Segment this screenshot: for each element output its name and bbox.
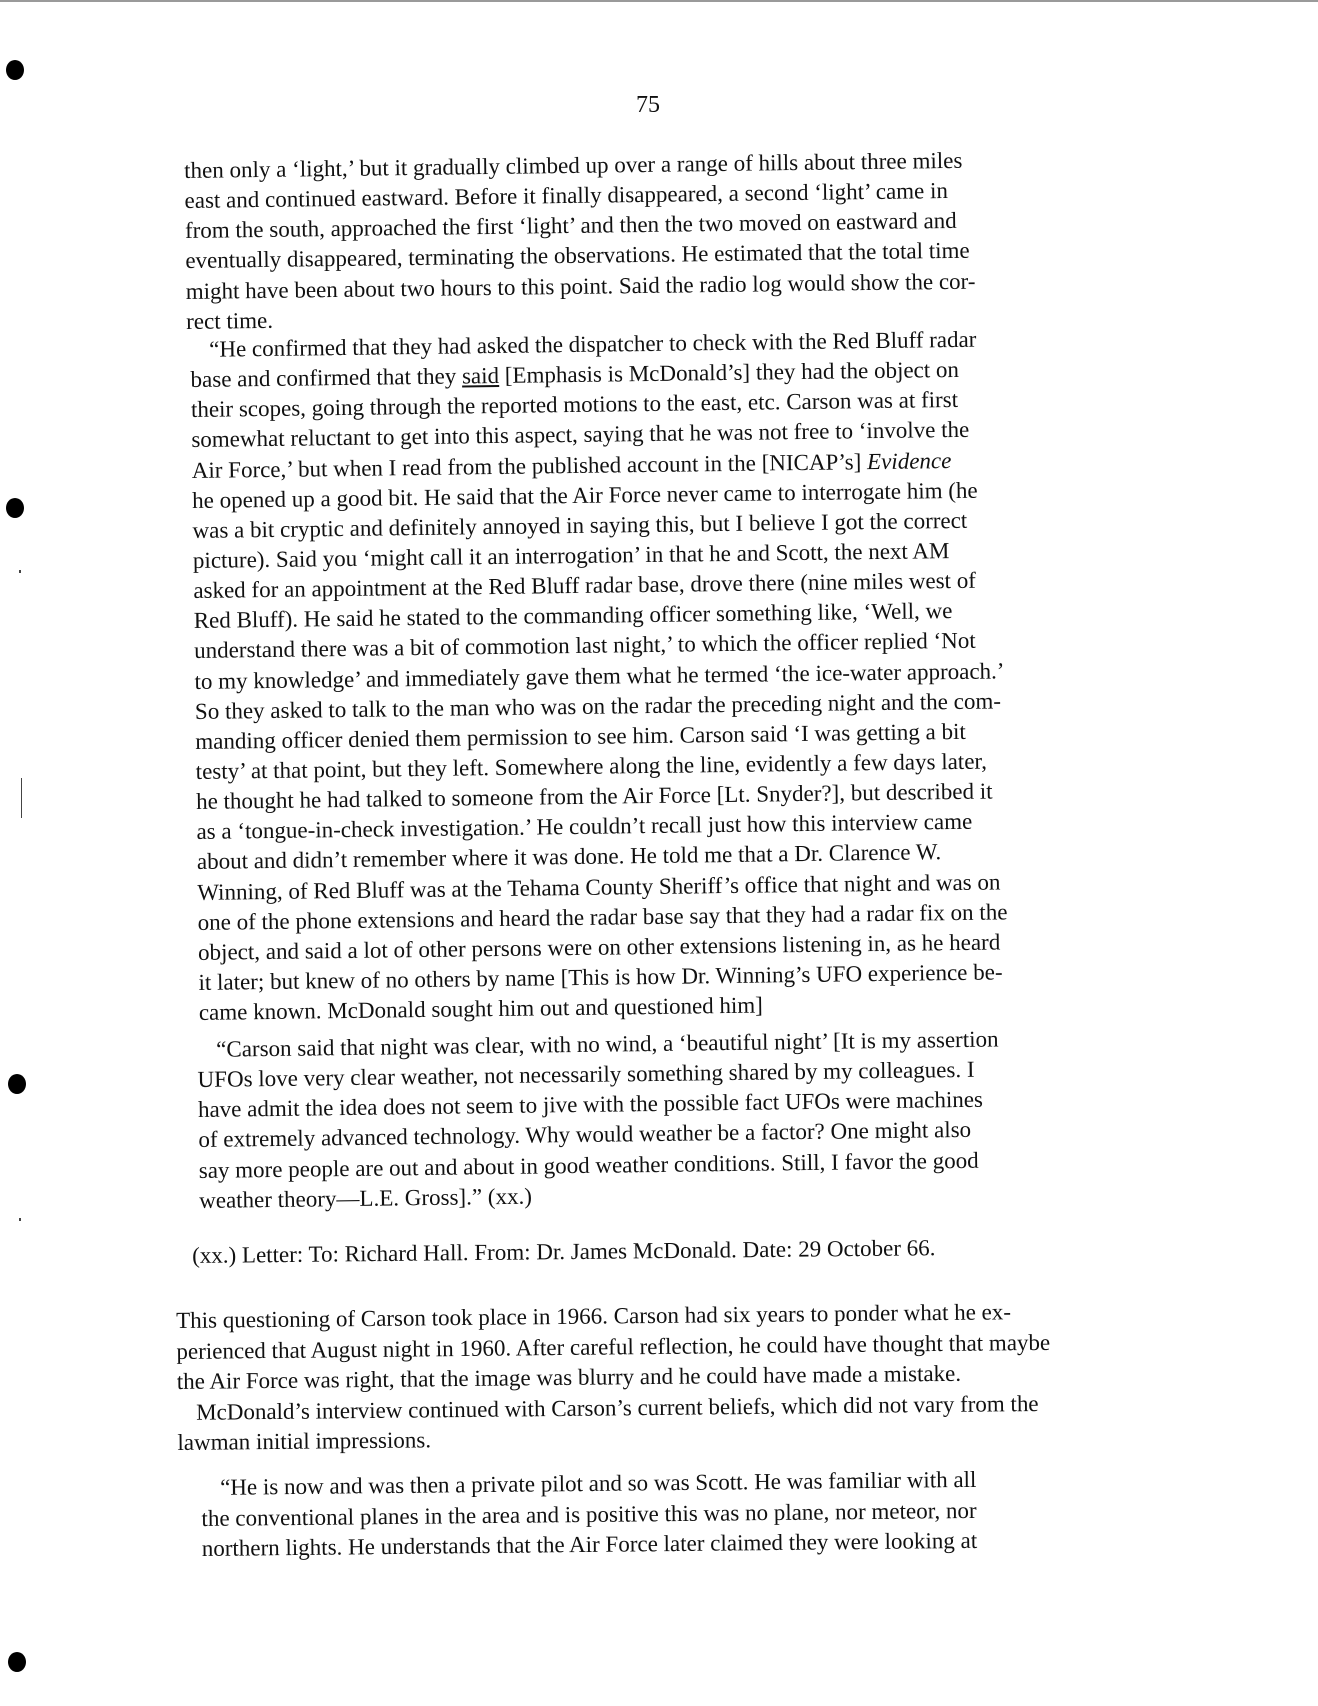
- text-line: then only a ‘light,’ but it gradually climbed up over a range of hills about three miles: [184, 147, 963, 183]
- text-line: say more people are out and about in good weather conditions. Still, I favor the good: [198, 1147, 979, 1183]
- text-run: Air Force,’ but when I read from the published account in the [NICAP’s]: [191, 448, 868, 483]
- text-line: “He confirmed that they had asked the dispatcher to check with the Red Bluff radar: [209, 326, 977, 362]
- text-line: Red Bluff). He said he stated to the commanding officer something like, ‘Well, we: [193, 598, 953, 634]
- underlined-emphasis: said: [461, 363, 500, 389]
- punch-hole-upper-middle: [6, 498, 24, 518]
- text-line: Winning, of Red Bluff was at the Tehama County Sheriff’s office that night and was on: [197, 868, 1001, 905]
- paragraph-radar-quote: [190, 324, 1009, 1028]
- text-line: northern lights. He understands that the Air Force later claimed they were looking at: [201, 1527, 978, 1561]
- text-line: of extremely advanced technology. Why would weather be a factor? One might also: [198, 1117, 972, 1153]
- margin-binding-mark: [21, 778, 22, 818]
- text-line: rect time.: [185, 307, 274, 334]
- text-line: weather theory—L.E. Gross].” (xx.): [198, 1183, 533, 1213]
- text-line: McDonald’s interview continued with Carson’s current beliefs, which did not vary from the: [195, 1390, 1039, 1425]
- text-line: asked for an appointment at the Red Bluff radar base, drove there (nine miles west of: [193, 567, 977, 604]
- text-line: he opened up a good bit. He said that the Air Force never came to interrogate him (he: [191, 477, 978, 513]
- text-line: was a bit cryptic and definitely annoyed in saying this, but I believe I got the correct: [192, 507, 968, 543]
- paragraph-questioning: [176, 1297, 1051, 1459]
- text-line: the conventional planes in the area and is positive this was no plane, nor meteor, nor: [201, 1497, 977, 1531]
- text-line: east and continued eastward. Before it finally disappeared, a second ‘light’ came in: [184, 178, 949, 214]
- text-line: one of the phone extensions and heard the radar base say that they had a radar fix on the: [197, 899, 1008, 935]
- text-line: lawman initial impressions.: [177, 1427, 432, 1455]
- page-number: 75: [636, 92, 660, 118]
- text-line: about and didn’t remember where it was done. He told me that a Dr. Clarence W.: [196, 839, 942, 875]
- text-line: eventually disappeared, terminating the observations. He estimated that the total time: [185, 238, 970, 274]
- margin-speck: [19, 570, 21, 573]
- punch-hole-lower-middle: [8, 1074, 26, 1094]
- text-line: perienced that August night in 1960. After careful reflection, he could have thought that maybe: [176, 1329, 1051, 1364]
- text-line: it later; but knew of no others by name [This is how Dr. Winning’s UFO experience be-: [198, 959, 1003, 995]
- text-line: “He is now and was then a private pilot and so was Scott. He was familiar with all: [220, 1466, 977, 1500]
- text-line: from the south, approached the first ‘light’ and then the two moved on eastward and: [184, 208, 957, 244]
- text-line: This questioning of Carson took place in 1966. Carson had six years to ponder what he ex-: [176, 1299, 1012, 1333]
- text-line: the Air Force was right, that the image was blurry and he could have made a mistake.: [176, 1360, 962, 1394]
- text-line: as a ‘tongue-in-check investigation.’ He couldn’t recall just how this interview came: [196, 809, 973, 845]
- text-line: manding officer denied them permission to see him. Carson said ‘I was getting a bit: [195, 718, 966, 754]
- text-line: picture). Said you ‘might call it an interrogation’ in that he and Scott, the next AM: [192, 538, 950, 573]
- text-line: might have been about two hours to this point. Said the radio log would show the cor-: [185, 268, 976, 304]
- text-line: to my knowledge’ and immediately gave them what he termed ‘the ice-water approach.’: [194, 657, 1005, 694]
- punch-hole-top: [6, 60, 24, 80]
- margin-speck: [19, 1218, 21, 1221]
- paragraph-pilot-quote: [201, 1465, 977, 1565]
- text-run: base and confirmed that they: [190, 363, 463, 393]
- text-line: testy’ at that point, but they left. Somewhere along the line, evidently a few days later,: [195, 748, 988, 784]
- text-line: understand there was a bit of commotion last night,’ to which the officer replied ‘Not: [193, 628, 976, 664]
- footnote-citation: (xx.) Letter: To: Richard Hall. From: Dr. James McDonald. Date: 29 October 66.: [192, 1235, 936, 1268]
- text-line: object, and said a lot of other persons were on other extensions listening in, as he heard: [197, 929, 1001, 965]
- paragraph-continuation: [184, 146, 976, 337]
- text-line: he thought he had talked to someone from the Air Force [Lt. Snyder?], but described it: [195, 778, 993, 815]
- scan-top-edge: [0, 0, 1318, 2]
- text-line: came known. McDonald sought him out and questioned him]: [198, 992, 764, 1026]
- text-line: have admit the idea does not seem to jive with the possible fact UFOs were machines: [197, 1087, 984, 1123]
- text-line: their scopes, going through the reported motions to the east, etc. Carson was at first: [190, 387, 959, 423]
- punch-hole-bottom: [8, 1652, 26, 1672]
- text-line: “Carson said that night was clear, with no wind, a ‘beautiful night’ [It is my assertion: [216, 1026, 999, 1062]
- text-run: [Emphasis is McDonald’s] they had the object on: [498, 357, 960, 389]
- text-line: UFOs love very clear weather, not necessarily something shared by my colleagues. I: [197, 1056, 975, 1093]
- text-line: somewhat reluctant to get into this aspect, saying that he was not free to ‘involve the: [191, 417, 970, 453]
- paragraph-weather-quote: [197, 1025, 1001, 1216]
- text-line: So they asked to talk to the man who was on the radar the preceding night and the com-: [194, 688, 1002, 724]
- italic-title-evidence: Evidence: [866, 447, 952, 474]
